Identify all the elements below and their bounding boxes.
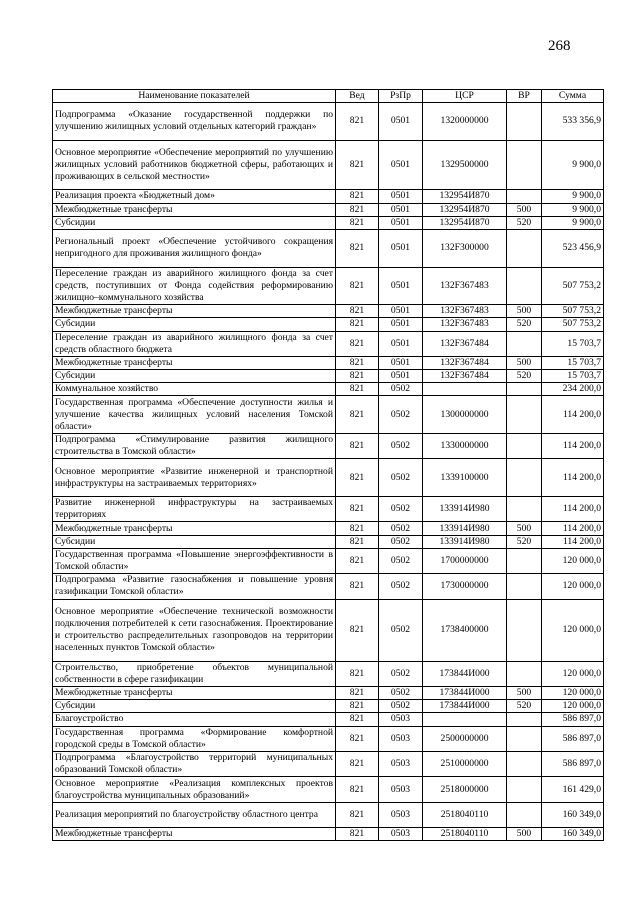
row-rzpr-cell: 0502 [379,661,423,686]
row-rzpr-cell: 0503 [379,726,423,751]
row-rzpr-cell: 0501 [379,267,423,305]
row-sum-cell: 114 200,0 [542,459,604,497]
row-sum-cell: 114 200,0 [542,535,604,548]
row-rzpr-cell: 0501 [379,216,423,229]
row-sum-cell: 160 349,0 [542,802,604,827]
row-sum-cell: 234 200,0 [542,383,604,396]
row-sum-cell: 9 900,0 [542,216,604,229]
row-vr-cell [507,103,542,141]
table-row [53,190,604,203]
table-row [53,305,604,318]
row-csr-cell: 1738400000 [423,599,507,661]
header-csr: ЦСР [423,90,507,103]
row-name-cell: Подпрограмма «Развитие газоснабжения и повышение уровня газификации Томской области» [53,574,336,599]
row-vr-cell: 520 [507,318,542,331]
row-sum-cell: 586 897,0 [542,713,604,726]
row-sum-cell: 15 703,7 [542,331,604,356]
row-name-cell: Основное мероприятие «Реализация комплексных проектов благоустройства муниципальных образований» [53,777,336,802]
row-vr-cell [507,802,542,827]
row-name-cell: Подпрограмма «Оказание государственной поддержки по улучшению жилищных условий отдельных категорий граждан» [53,103,336,141]
table-row [53,434,604,459]
row-sum-cell: 533 356,9 [542,103,604,141]
row-ved-cell: 821 [336,700,379,713]
table-row [53,828,604,841]
table-row [53,751,604,776]
table-body [53,103,604,841]
row-ved-cell: 821 [336,497,379,522]
row-rzpr-cell: 0502 [379,599,423,661]
table-row [53,535,604,548]
row-ved-cell: 821 [336,713,379,726]
row-vr-cell [507,726,542,751]
row-name-cell: Межбюджетные трансферты [53,522,336,535]
row-rzpr-cell: 0501 [379,331,423,356]
row-rzpr-cell: 0502 [379,497,423,522]
row-ved-cell: 821 [336,305,379,318]
row-sum-cell: 15 703,7 [542,370,604,383]
row-ved-cell: 821 [336,548,379,573]
table-row [53,548,604,573]
row-name-cell: Межбюджетные трансферты [53,828,336,841]
row-csr-cell: 2510000000 [423,751,507,776]
row-rzpr-cell: 0503 [379,751,423,776]
row-ved-cell: 821 [336,726,379,751]
row-name-cell: Коммунальное хозяйство [53,383,336,396]
row-name-cell: Реализация проекта «Бюджетный дом» [53,190,336,203]
table-row [53,267,604,305]
row-name-cell: Государственная программа «Повышение энергоэффективности в Томской области» [53,548,336,573]
row-csr-cell: 1320000000 [423,103,507,141]
header-ved: Вед [336,90,379,103]
row-csr-cell: 1330000000 [423,434,507,459]
row-ved-cell: 821 [336,777,379,802]
row-ved-cell: 821 [336,434,379,459]
table-row [53,331,604,356]
row-sum-cell: 114 200,0 [542,522,604,535]
table-row [53,370,604,383]
row-name-cell: Государственная программа «Формирование комфортной городской среды в Томской области» [53,726,336,751]
header-name: Наименование показателей [53,90,336,103]
row-name-cell: Развитие инженерной инфраструктуры на застраиваемых территориях [53,497,336,522]
table-row [53,726,604,751]
row-name-cell: Строительство, приобретение объектов муниципальной собственности в сфере газификации [53,661,336,686]
row-rzpr-cell: 0502 [379,686,423,699]
row-csr-cell: 133914И980 [423,497,507,522]
row-csr-cell: 1300000000 [423,396,507,434]
table-row [53,383,604,396]
row-rzpr-cell: 0502 [379,574,423,599]
row-name-cell: Основное мероприятие «Развитие инженерной и транспортной инфраструктуры на застраиваемых территориях» [53,459,336,497]
row-vr-cell [507,777,542,802]
row-name-cell: Подпрограмма «Стимулирование развития жилищного строительства в Томской области» [53,434,336,459]
row-name-cell: Межбюджетные трансферты [53,356,336,369]
row-name-cell: Субсидии [53,370,336,383]
row-rzpr-cell: 0502 [379,459,423,497]
row-vr-cell: 500 [507,828,542,841]
row-rzpr-cell: 0501 [379,305,423,318]
row-rzpr-cell: 0501 [379,140,423,190]
row-csr-cell: 132F367484 [423,370,507,383]
row-csr-cell: 133914И980 [423,522,507,535]
row-csr-cell: 1700000000 [423,548,507,573]
row-rzpr-cell: 0501 [379,190,423,203]
row-sum-cell: 9 900,0 [542,203,604,216]
row-name-cell: Основное мероприятие «Обеспечение мероприятий по улучшению жилищных условий работников бюджетной сферы, работающих и проживающих в сельской местности» [53,140,336,190]
row-rzpr-cell: 0502 [379,535,423,548]
row-name-cell: Межбюджетные трансферты [53,305,336,318]
row-vr-cell: 500 [507,686,542,699]
row-rzpr-cell: 0501 [379,103,423,141]
row-name-cell: Подпрограмма «Благоустройство территорий муниципальных образований Томской области» [53,751,336,776]
table-row [53,686,604,699]
row-csr-cell: 132954И870 [423,190,507,203]
row-rzpr-cell: 0501 [379,318,423,331]
row-name-cell: Государственная программа «Обеспечение доступности жилья и улучшение качества жилищных условий населения Томской области» [53,396,336,434]
row-sum-cell: 9 900,0 [542,190,604,203]
row-csr-cell: 173844И000 [423,700,507,713]
row-name-cell: Переселение граждан из аварийного жилищного фонда за счет средств областного бюджета [53,331,336,356]
row-rzpr-cell: 0501 [379,356,423,369]
row-vr-cell [507,548,542,573]
row-sum-cell: 161 429,0 [542,777,604,802]
row-ved-cell: 821 [336,229,379,267]
row-vr-cell [507,396,542,434]
row-csr-cell: 132954И870 [423,216,507,229]
row-sum-cell: 114 200,0 [542,434,604,459]
row-csr-cell: 132954И870 [423,203,507,216]
table-row [53,574,604,599]
row-sum-cell: 586 897,0 [542,726,604,751]
row-rzpr-cell: 0502 [379,383,423,396]
row-csr-cell: 1339100000 [423,459,507,497]
row-sum-cell: 120 000,0 [542,574,604,599]
row-name-cell: Благоустройство [53,713,336,726]
row-vr-cell [507,229,542,267]
row-vr-cell: 520 [507,216,542,229]
row-csr-cell: 1730000000 [423,574,507,599]
row-sum-cell: 15 703,7 [542,356,604,369]
table-row [53,777,604,802]
row-rzpr-cell: 0502 [379,700,423,713]
row-sum-cell: 120 000,0 [542,700,604,713]
row-vr-cell [507,383,542,396]
row-ved-cell: 821 [336,331,379,356]
table-header-row [53,90,604,103]
row-csr-cell: 1329500000 [423,140,507,190]
row-sum-cell: 586 897,0 [542,751,604,776]
row-csr-cell: 132F367484 [423,356,507,369]
row-ved-cell: 821 [336,802,379,827]
row-csr-cell: 2500000000 [423,726,507,751]
row-vr-cell [507,267,542,305]
row-sum-cell: 114 200,0 [542,396,604,434]
row-csr-cell: 132F367483 [423,267,507,305]
row-name-cell: Переселение граждан из аварийного жилищного фонда за счет средств, поступивших от Фонда содействия реформированию жилищно–коммунального хозяйства [53,267,336,305]
row-csr-cell: 173844И000 [423,661,507,686]
row-vr-cell [507,574,542,599]
row-vr-cell: 500 [507,203,542,216]
row-sum-cell: 114 200,0 [542,497,604,522]
row-vr-cell [507,661,542,686]
row-ved-cell: 821 [336,751,379,776]
row-name-cell: Субсидии [53,216,336,229]
table-row [53,599,604,661]
row-rzpr-cell: 0501 [379,203,423,216]
row-rzpr-cell: 0502 [379,522,423,535]
row-csr-cell [423,713,507,726]
table-row [53,140,604,190]
row-ved-cell: 821 [336,203,379,216]
row-ved-cell: 821 [336,370,379,383]
row-sum-cell: 120 000,0 [542,661,604,686]
row-rzpr-cell: 0503 [379,713,423,726]
row-name-cell: Реализация мероприятий по благоустройству областного центра [53,802,336,827]
row-rzpr-cell: 0502 [379,548,423,573]
page-number: 268 [548,38,571,54]
table-row [53,103,604,141]
row-name-cell: Субсидии [53,318,336,331]
row-vr-cell [507,599,542,661]
row-ved-cell: 821 [336,318,379,331]
table-row [53,356,604,369]
row-vr-cell [507,331,542,356]
row-csr-cell: 132F367483 [423,305,507,318]
row-sum-cell: 9 900,0 [542,140,604,190]
row-csr-cell [423,383,507,396]
row-name-cell: Межбюджетные трансферты [53,686,336,699]
table-row [53,522,604,535]
row-vr-cell [507,497,542,522]
row-ved-cell: 821 [336,686,379,699]
row-csr-cell: 132F367483 [423,318,507,331]
row-sum-cell: 120 000,0 [542,548,604,573]
row-rzpr-cell: 0503 [379,802,423,827]
row-ved-cell: 821 [336,522,379,535]
row-csr-cell: 132F300000 [423,229,507,267]
row-name-cell: Субсидии [53,535,336,548]
table-row [53,459,604,497]
row-sum-cell: 507 753,2 [542,305,604,318]
table-row [53,713,604,726]
row-csr-cell: 2518040110 [423,828,507,841]
row-name-cell: Основное мероприятие «Обеспечение технической возможности подключения потребителей к сети газоснабжения. Проектирование и строительство распределительных газопроводов на территории населенных пунктов Томской области» [53,599,336,661]
row-csr-cell: 173844И000 [423,686,507,699]
row-rzpr-cell: 0501 [379,229,423,267]
row-rzpr-cell: 0502 [379,434,423,459]
row-vr-cell [507,434,542,459]
row-sum-cell: 160 349,0 [542,828,604,841]
row-vr-cell: 500 [507,356,542,369]
row-sum-cell: 507 753,2 [542,318,604,331]
row-sum-cell: 120 000,0 [542,686,604,699]
row-vr-cell [507,459,542,497]
row-ved-cell: 821 [336,356,379,369]
row-vr-cell: 520 [507,370,542,383]
row-rzpr-cell: 0503 [379,777,423,802]
row-ved-cell: 821 [336,661,379,686]
table-row [53,802,604,827]
row-ved-cell: 821 [336,396,379,434]
row-ved-cell: 821 [336,535,379,548]
row-ved-cell: 821 [336,828,379,841]
row-csr-cell: 133914И980 [423,535,507,548]
header-sum: Сумма [542,90,604,103]
table-row [53,229,604,267]
header-vr: ВР [507,90,542,103]
table-row [53,203,604,216]
row-vr-cell: 500 [507,305,542,318]
table-row [53,497,604,522]
row-ved-cell: 821 [336,216,379,229]
row-csr-cell: 2518000000 [423,777,507,802]
row-name-cell: Межбюджетные трансферты [53,203,336,216]
row-csr-cell: 132F367484 [423,331,507,356]
row-name-cell: Региональный проект «Обеспечение устойчивого сокращения непригодного для проживания жилищного фонда» [53,229,336,267]
row-sum-cell: 507 753,2 [542,267,604,305]
table-row [53,700,604,713]
row-vr-cell [507,751,542,776]
table-row [53,661,604,686]
table-row [53,216,604,229]
table-row [53,396,604,434]
row-vr-cell [507,713,542,726]
row-rzpr-cell: 0502 [379,396,423,434]
budget-table [52,89,604,841]
row-vr-cell: 520 [507,535,542,548]
row-ved-cell: 821 [336,267,379,305]
row-vr-cell: 500 [507,522,542,535]
row-rzpr-cell: 0501 [379,370,423,383]
row-vr-cell: 520 [507,700,542,713]
header-rzpr: РзПр [379,90,423,103]
row-sum-cell: 523 456,9 [542,229,604,267]
row-vr-cell [507,140,542,190]
row-ved-cell: 821 [336,574,379,599]
row-csr-cell: 2518040110 [423,802,507,827]
row-ved-cell: 821 [336,140,379,190]
row-name-cell: Субсидии [53,700,336,713]
row-rzpr-cell: 0503 [379,828,423,841]
table-row [53,318,604,331]
row-ved-cell: 821 [336,190,379,203]
row-vr-cell [507,190,542,203]
row-ved-cell: 821 [336,103,379,141]
row-ved-cell: 821 [336,459,379,497]
row-sum-cell: 120 000,0 [542,599,604,661]
row-ved-cell: 821 [336,599,379,661]
row-ved-cell: 821 [336,383,379,396]
